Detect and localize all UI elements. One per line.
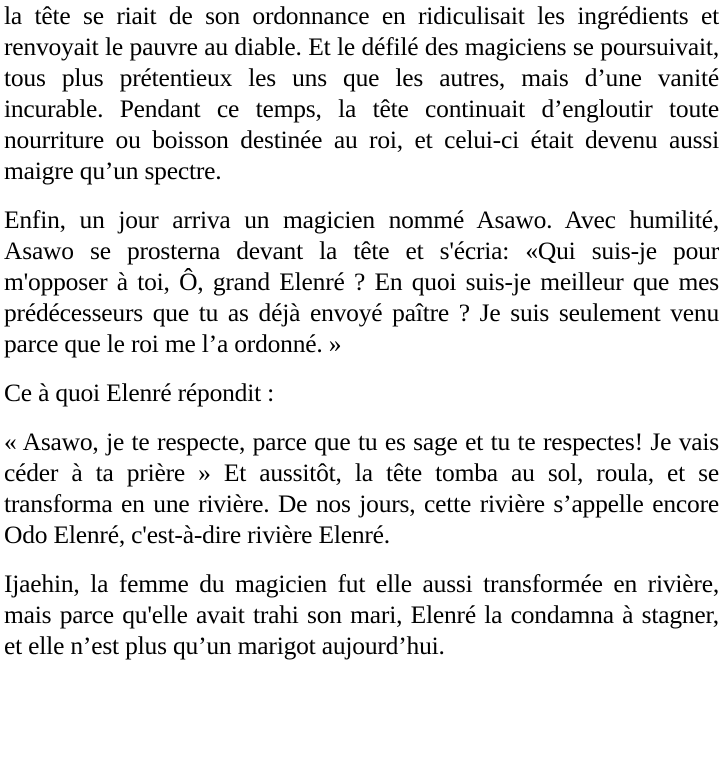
- paragraph-3: Ce à quoi Elenré répondit :: [4, 378, 275, 407]
- paragraph-1: la tête se riait de son ordonnance en ridiculisait les ingrédients et renvoyait le pauvre au diable. Et le défilé des magiciens se poursuivait, tous plus prétentieux les uns que les autres, mais d’une vanité incurable. Pendant ce temps, la tête continuait d’engloutir toute nourriture ou boisson destinée au roi, et celui-ci était devenu aussi maigre qu’un spectre.: [4, 1, 719, 185]
- paragraph-5: Ijaehin, la femme du magicien fut elle aussi transformée en rivière, mais parce qu'elle avait trahi son mari, Elenré la condamna à stagner, et elle n’est plus qu’un marigot aujourd’hui.: [4, 569, 719, 660]
- paragraph-4: « Asawo, je te respecte, parce que tu es sage et tu te respectes! Je vais céder à ta prière » Et aussitôt, la tête tomba au sol, roula, et se transforma en une rivière. De nos jours, cette rivière s’appelle encore Odo Elenré, c'est-à-dire rivière Elenré.: [4, 427, 719, 549]
- paragraph-2: Enfin, un jour arriva un magicien nommé Asawo. Avec humilité, Asawo se prosterna devant la tête et s'écria: «Qui suis-je pour m'opposer à toi, Ô, grand Elenré ? En quoi suis-je meilleur que mes prédécesseurs que tu as déjà envoyé paître ? Je suis seulement venu parce que le roi me l’a ordonné. »: [4, 205, 719, 358]
- document-page: [4, 0, 719, 661]
